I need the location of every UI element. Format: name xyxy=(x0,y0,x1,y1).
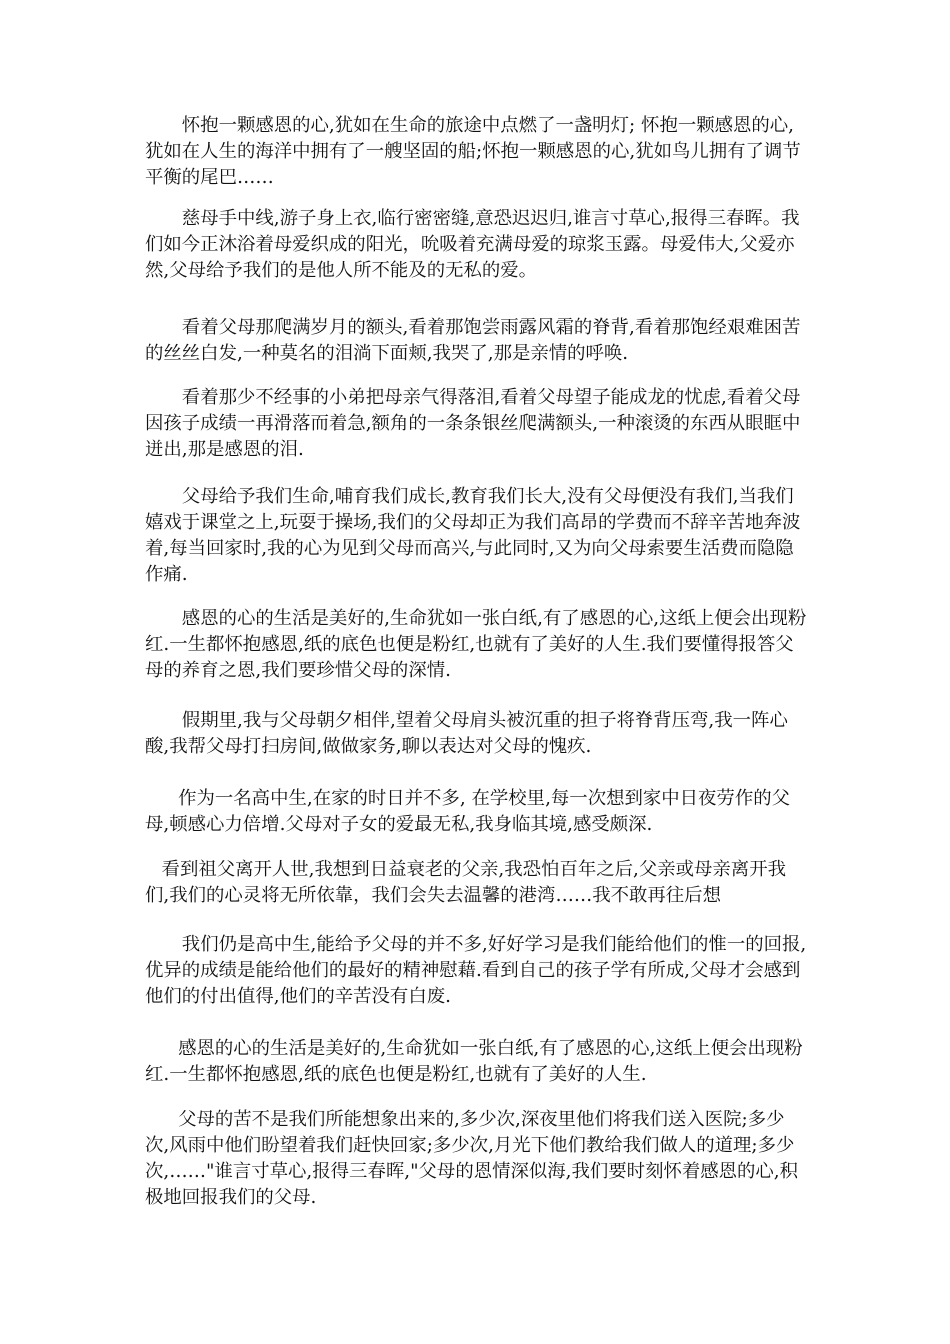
paragraph-11: 感恩的心的生活是美好的,生命犹如一张白纸,有了感恩的心,这纸上便会出现粉红.一生都怀抱感恩,纸的底色也便是粉红,也就有了美好的人生. xyxy=(145,1038,803,1085)
paragraph-5: 父母给予我们生命,哺育我们成长,教育我们长大,没有父母便没有我们,当我们嬉戏于课堂之上,玩耍于操场,我们的父母却正为我们高昂的学费而不辞辛苦地奔波着,每当回家时,我的心为见到父母而高兴,与此同时,又为向父母索要生活费而隐隐作痛. xyxy=(145,486,801,585)
paragraph-10: 我们仍是高中生,能给予父母的并不多,好好学习是我们能给他们的惟一的回报,优异的成绩是能给他们的最好的精神慰藉.看到自己的孩子学有所成,父母才会感到他们的付出值得,他们的辛苦没有白废. xyxy=(145,934,807,1007)
paragraph-4: 看着那少不经事的小弟把母亲气得落泪,看着父母望子能成龙的忧虑,看着父母因孩子成绩一再滑落而着急,额角的一条条银丝爬满额头,一种滚烫的东西从眼眶中迸出,那是感恩的泪. xyxy=(145,387,801,460)
paragraph-2: 慈母手中线,游子身上衣,临行密密缝,意恐迟迟归,谁言寸草心,报得三春晖。我们如今正沐浴着母爱织成的阳光，吮吸着充满母爱的琼浆玉露。母爱伟大,父爱亦然,父母给予我们的是他人所不能及的无私的爱。 xyxy=(145,208,800,281)
paragraph-1: 怀抱一颗感恩的心,犹如在生命的旅途中点燃了一盏明灯; 怀抱一颗感恩的心,犹如在人生的海洋中拥有了一艘坚固的船;怀抱一颗感恩的心,犹如鸟儿拥有了调节平衡的尾巴…… xyxy=(145,115,801,188)
paragraph-8: 作为一名高中生,在家的时日并不多, 在学校里,每一次想到家中日夜劳作的父母,顿感心力倍增.父母对子女的爱最无私,我身临其境,感受颇深. xyxy=(145,788,790,835)
paragraph-7: 假期里,我与父母朝夕相伴,望着父母肩头被沉重的担子将脊背压弯,我一阵心酸,我帮父母打扫房间,做做家务,聊以表达对父母的愧疚. xyxy=(145,710,788,757)
paragraph-9: 看到祖父离开人世,我想到日益衰老的父亲,我恐怕百年之后,父亲或母亲离开我们,我们的心灵将无所依靠，我们会失去温馨的港湾……我不敢再往后想 xyxy=(145,859,786,906)
paragraph-12: 父母的苦不是我们所能想象出来的,多少次,深夜里他们将我们送入医院;多少次,风雨中他们盼望着我们赶快回家;多少次,月光下他们教给我们做人的道理;多少次,……"谁言寸草心,报得三春晖,"父母的恩情深似海,我们要时刻怀着感恩的心,积极地回报我们的父母. xyxy=(145,1109,799,1208)
paragraph-3: 看着父母那爬满岁月的额头,看着那饱尝雨露风霜的脊背,看着那饱经艰难困苦的丝丝白发,一种莫名的泪淌下面颊,我哭了,那是亲情的呼唤. xyxy=(145,317,801,364)
paragraph-6: 感恩的心的生活是美好的,生命犹如一张白纸,有了感恩的心,这纸上便会出现粉红.一生都怀抱感恩,纸的底色也便是粉红,也就有了美好的人生.我们要懂得报答父母的养育之恩,我们要珍惜父母的深情. xyxy=(145,608,807,681)
